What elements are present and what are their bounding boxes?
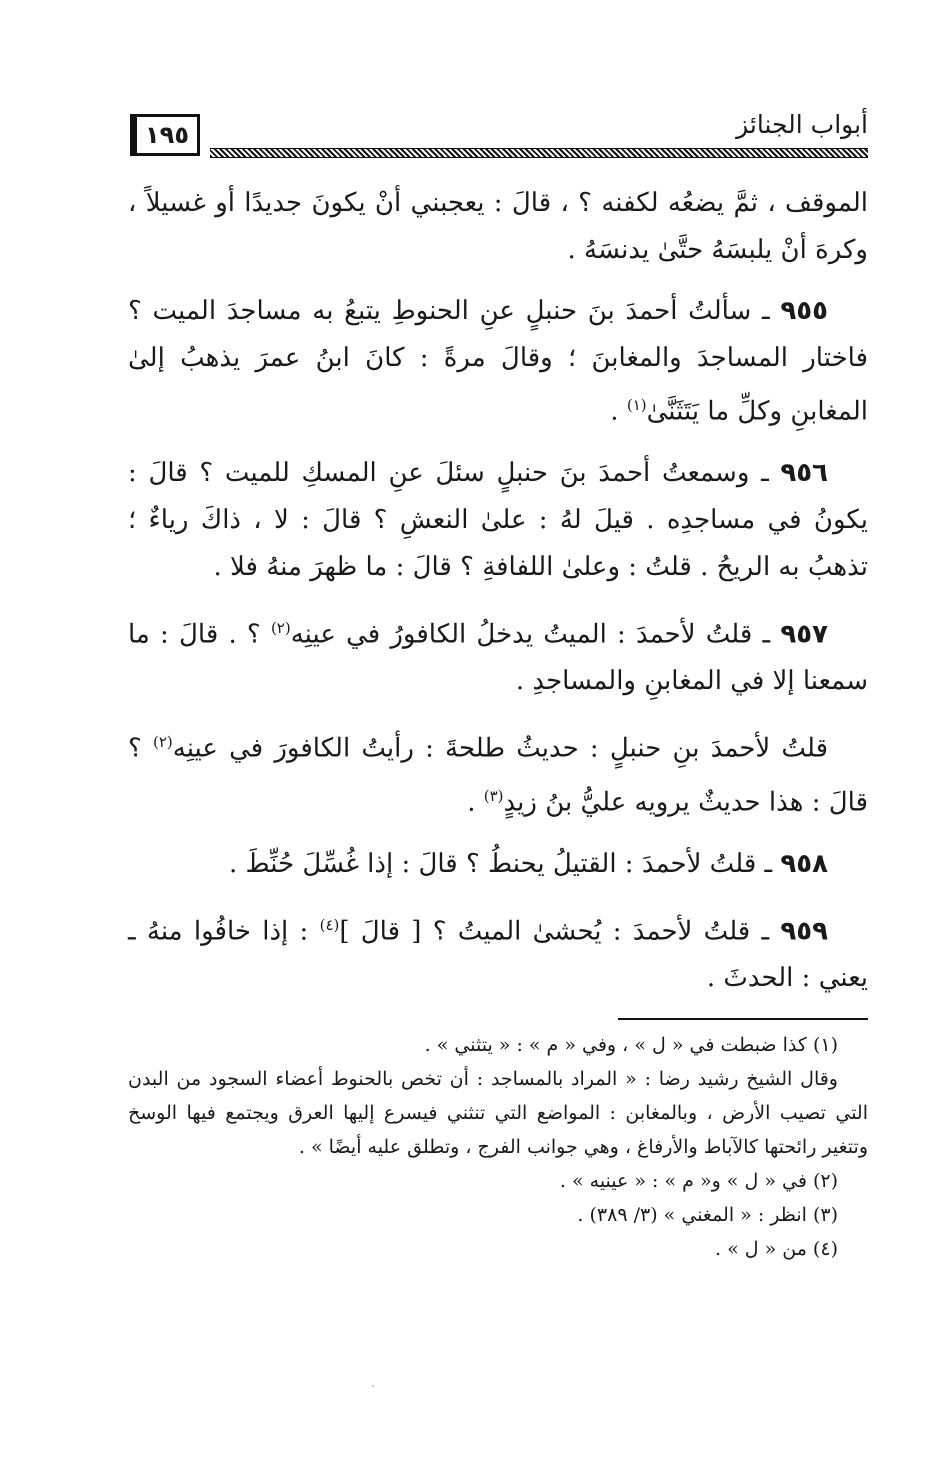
paragraph-end: . — [467, 787, 484, 818]
paragraph-958 — [128, 841, 868, 888]
paragraph-text: ـ قلتُ لأحمدَ : الميتُ يدخلُ الكافورُ في عينِه — [290, 619, 781, 650]
page-header — [130, 108, 868, 160]
paragraph-continuation — [128, 180, 868, 274]
item-number: ٩٥٩ — [780, 916, 829, 947]
footnote-ref: (٢) — [152, 733, 173, 752]
footnote-1-continued: وقال الشيخ رشيد رضا : « المراد بالمساجد : أن تخص بالحنوط أعضاء السجود من البدن التي تصيب الأرض ، وبالمغابن : المواضع التي تنثني فيسرع إليها العرق ويجتمع فيها الوسخ وتتغير رائحتها كالآباط والأرفاغ ، وهي جوانب الفرج ، وتطلق عليه أيضًا » . — [128, 1068, 868, 1158]
footnote-separator — [618, 1018, 868, 1020]
item-number: ٩٥٥ — [780, 296, 828, 326]
paragraph-956 — [128, 450, 868, 591]
footnotes — [128, 1028, 868, 1266]
paragraph-959 — [128, 902, 868, 1003]
paragraph-text: الموقف ، ثمَّ يضعُه لكفنه ؟ ، قالَ : يعجبني أنْ يكونَ جديدًا أو غسيلاً ، وكرهَ أنْ يلبسَهُ حتَّىٰ يدنسَهُ . — [128, 188, 868, 265]
scan-speck — [372, 1385, 374, 1387]
footnote-ref: (٢) — [270, 618, 291, 637]
paragraph-text: ؟ قالَ : هذا حديثٌ يرويه عليُّ بنُ زيدٍ — [128, 733, 868, 818]
footnote-1: (١) كذا ضبطت في « ل » ، وفي « م » : « يتثني » . — [424, 1034, 838, 1056]
paragraph-text: ـ سألتُ أحمدَ بنَ حنبلٍ عنِ الحنوطِ يتبعُ به مساجدَ الميت ؟ فاختار المساجدَ والمغابنَ ؛ وقالَ مرةً : كانَ ابنُ عمرَ يذهبُ إلىٰ المغابنِ وكلِّ ما يَتَثَنَّىٰ — [128, 296, 868, 427]
item-number: ٩٥٧ — [780, 619, 828, 650]
paragraph-text: ـ وسمعتُ أحمدَ بنَ حنبلٍ سئلَ عنِ المسكِ للميت ؟ قالَ : يكونُ في مساجدِه . قيلَ لهُ : علىٰ النعشِ ؟ قالَ : لا ، ذاكَ رياءٌ ؛ تذهبُ به الريحُ . قلتُ : وعلىٰ اللفافةِ ؟ قالَ : ما ظهرَ منهُ فلا . — [128, 457, 868, 582]
paragraph-end: . — [610, 396, 627, 427]
footnote-4: (٤) من « ل » . — [715, 1238, 838, 1260]
footnote-2: (٢) في « ل » و« م » : « عينيه » . — [559, 1170, 838, 1192]
paragraph-text: ـ قلتُ لأحمدَ : يُحشىٰ الميتُ ؟ [ قالَ ] — [339, 916, 781, 947]
main-text — [128, 180, 868, 1016]
page-number: ١٩٥ — [145, 121, 189, 149]
footnote-ref: (٤) — [319, 915, 340, 934]
paragraph-957 — [128, 605, 868, 706]
paragraph-text: ـ قلتُ لأحمدَ : القتيلُ يحنطُ ؟ قالَ : إذا غُسِّلَ حُنِّطَ . — [229, 848, 781, 879]
page-number-box — [130, 114, 200, 156]
running-title: أبواب الجنائز — [736, 110, 868, 139]
paragraph-955 — [128, 288, 868, 436]
header-rule — [210, 148, 868, 158]
paragraph-text: ؟ . قالَ : ما سمعنا إلا في المغابنِ والمساجدِ . — [128, 619, 868, 697]
item-number: ٩٥٦ — [780, 457, 828, 488]
paragraph-talha — [128, 719, 868, 826]
footnote-ref: (١) — [626, 396, 647, 414]
paragraph-text: قلتُ لأحمدَ بنِ حنبلٍ : حديثُ طلحةَ : رأيتُ الكافورَ في عينِه — [172, 733, 828, 764]
item-number: ٩٥٨ — [780, 848, 828, 879]
footnote-3: (٣) انظر : « المغني » (٣/ ٣٨٩) . — [577, 1204, 838, 1226]
paragraph-text: : إذا خافُوا منهُ ـ يعني : الحدثَ . — [128, 916, 868, 994]
footnote-ref: (٣) — [483, 786, 504, 805]
